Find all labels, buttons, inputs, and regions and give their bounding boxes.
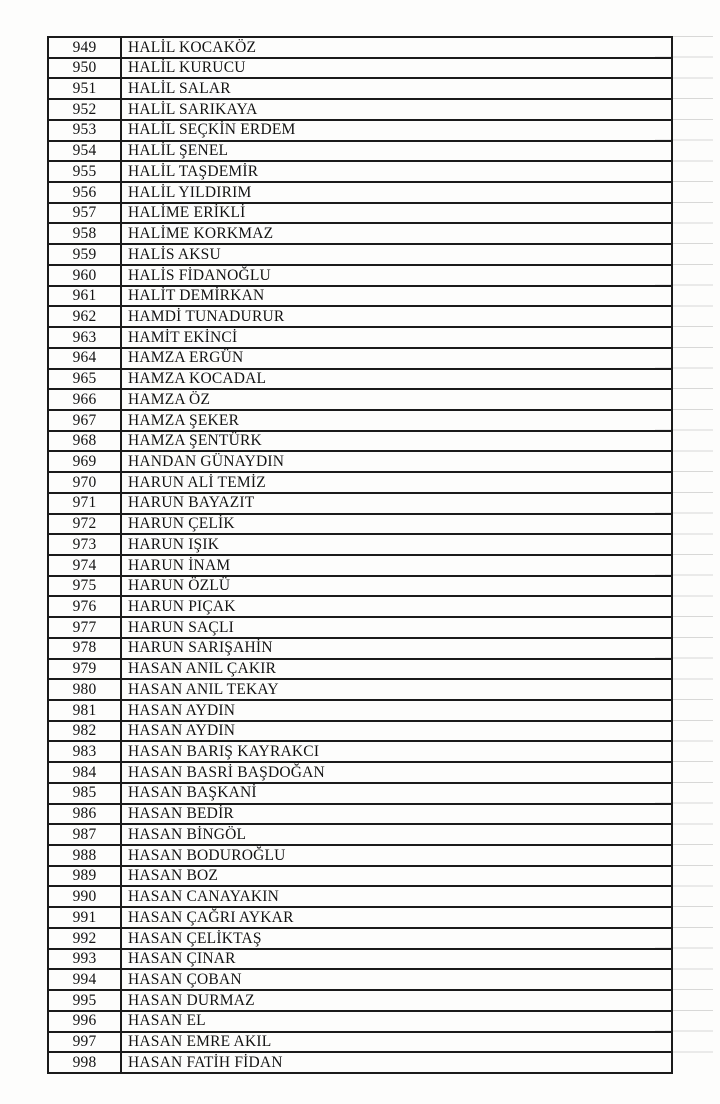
table-row	[48, 327, 672, 348]
table-row	[48, 348, 672, 369]
row-name: HARUN ALİ TEMİZ	[121, 472, 672, 493]
row-number: 967	[48, 410, 121, 431]
row-name: HARUN ÇELİK	[121, 514, 672, 535]
table-row	[48, 306, 672, 327]
row-number: 949	[48, 37, 121, 58]
row-number: 974	[48, 555, 121, 576]
table-row	[48, 410, 672, 431]
row-name: HASAN BARIŞ KAYRAKCI	[121, 741, 672, 762]
row-number: 959	[48, 244, 121, 265]
row-name: HALİME ERİKLİ	[121, 203, 672, 224]
row-number: 991	[48, 907, 121, 928]
row-name: HALİL ŞENEL	[121, 141, 672, 162]
table-row	[48, 161, 672, 182]
table-row	[48, 700, 672, 721]
table-row	[48, 99, 672, 120]
row-number: 998	[48, 1052, 121, 1073]
table-row	[48, 866, 672, 887]
row-number: 995	[48, 990, 121, 1011]
table-row	[48, 824, 672, 845]
row-number: 962	[48, 306, 121, 327]
row-name: HALİL YILDIRIM	[121, 182, 672, 203]
row-number: 972	[48, 514, 121, 535]
table-row	[48, 741, 672, 762]
table-row	[48, 1011, 672, 1032]
table-row	[48, 223, 672, 244]
row-name: HANDAN GÜNAYDIN	[121, 451, 672, 472]
row-number: 978	[48, 638, 121, 659]
row-name: HALİL KURUCU	[121, 58, 672, 79]
row-name: HASAN BAŞKANİ	[121, 783, 672, 804]
row-number: 976	[48, 596, 121, 617]
table-row	[48, 37, 672, 58]
table-row	[48, 203, 672, 224]
row-number: 987	[48, 824, 121, 845]
table-row	[48, 804, 672, 825]
row-number: 994	[48, 969, 121, 990]
table-row	[48, 679, 672, 700]
row-name: HASAN BEDİR	[121, 804, 672, 825]
row-name: HALİL SALAR	[121, 78, 672, 99]
row-name: HAMZA ŞENTÜRK	[121, 431, 672, 452]
row-name: HARUN ÖZLÜ	[121, 576, 672, 597]
row-number: 970	[48, 472, 121, 493]
roster-table-body	[48, 37, 672, 1073]
table-row	[48, 141, 672, 162]
row-name: HALİS AKSU	[121, 244, 672, 265]
row-number: 953	[48, 120, 121, 141]
table-row	[48, 928, 672, 949]
row-name: HASAN DURMAZ	[121, 990, 672, 1011]
row-name: HASAN ÇELİKTAŞ	[121, 928, 672, 949]
row-name: HASAN ÇAĞRI AYKAR	[121, 907, 672, 928]
row-name: HARUN SAÇLI	[121, 617, 672, 638]
row-number: 961	[48, 286, 121, 307]
table-row	[48, 451, 672, 472]
table-row	[48, 596, 672, 617]
row-number: 969	[48, 451, 121, 472]
row-name: HALİL SEÇKİN ERDEM	[121, 120, 672, 141]
table-row	[48, 120, 672, 141]
row-number: 966	[48, 389, 121, 410]
row-name: HAMZA ÖZ	[121, 389, 672, 410]
row-number: 981	[48, 700, 121, 721]
table-row	[48, 182, 672, 203]
table-row	[48, 907, 672, 928]
table-row	[48, 721, 672, 742]
table-row	[48, 369, 672, 390]
row-name: HASAN EL	[121, 1011, 672, 1032]
row-name: HASAN BİNGÖL	[121, 824, 672, 845]
row-number: 955	[48, 161, 121, 182]
row-number: 950	[48, 58, 121, 79]
row-name: HASAN BODUROĞLU	[121, 845, 672, 866]
row-name: HAMZA KOCADAL	[121, 369, 672, 390]
row-name: HARUN İNAM	[121, 555, 672, 576]
table-row	[48, 762, 672, 783]
row-name: HASAN BASRİ BAŞDOĞAN	[121, 762, 672, 783]
row-number: 988	[48, 845, 121, 866]
row-name: HARUN SARIŞAHİN	[121, 638, 672, 659]
row-number: 993	[48, 949, 121, 970]
row-number: 975	[48, 576, 121, 597]
table-row	[48, 990, 672, 1011]
table-row	[48, 638, 672, 659]
row-number: 956	[48, 182, 121, 203]
row-number: 951	[48, 78, 121, 99]
row-number: 990	[48, 886, 121, 907]
table-row	[48, 783, 672, 804]
row-name: HARUN PIÇAK	[121, 596, 672, 617]
row-number: 971	[48, 493, 121, 514]
row-name: HASAN AYDIN	[121, 721, 672, 742]
table-row	[48, 576, 672, 597]
table-row	[48, 265, 672, 286]
table-row	[48, 431, 672, 452]
table-row	[48, 1052, 672, 1073]
row-name: HALİT DEMİRKAN	[121, 286, 672, 307]
row-name: HASAN ÇINAR	[121, 949, 672, 970]
row-number: 957	[48, 203, 121, 224]
row-number: 977	[48, 617, 121, 638]
row-number: 963	[48, 327, 121, 348]
row-name: HAMZA ŞEKER	[121, 410, 672, 431]
table-row	[48, 845, 672, 866]
row-number: 952	[48, 99, 121, 120]
row-number: 954	[48, 141, 121, 162]
table-row	[48, 617, 672, 638]
row-name: HARUN BAYAZIT	[121, 493, 672, 514]
row-name: HASAN CANAYAKIN	[121, 886, 672, 907]
table-row	[48, 389, 672, 410]
row-name: HAMDİ TUNADURUR	[121, 306, 672, 327]
table-row	[48, 969, 672, 990]
row-number: 958	[48, 223, 121, 244]
row-number: 964	[48, 348, 121, 369]
row-name: HAMİT EKİNCİ	[121, 327, 672, 348]
row-number: 968	[48, 431, 121, 452]
row-number: 989	[48, 866, 121, 887]
row-name: HASAN ANIL ÇAKIR	[121, 659, 672, 680]
table-row	[48, 493, 672, 514]
table-row	[48, 286, 672, 307]
row-number: 984	[48, 762, 121, 783]
table-row	[48, 886, 672, 907]
row-name: HALİME KORKMAZ	[121, 223, 672, 244]
row-name: HASAN EMRE AKIL	[121, 1032, 672, 1053]
row-name: HASAN FATİH FİDAN	[121, 1052, 672, 1073]
table-row	[48, 514, 672, 535]
row-number: 960	[48, 265, 121, 286]
table-row	[48, 244, 672, 265]
row-number: 983	[48, 741, 121, 762]
row-name: HASAN BOZ	[121, 866, 672, 887]
row-name: HASAN AYDIN	[121, 700, 672, 721]
table-row	[48, 949, 672, 970]
row-name: HAMZA ERGÜN	[121, 348, 672, 369]
row-name: HASAN ÇOBAN	[121, 969, 672, 990]
row-number: 985	[48, 783, 121, 804]
table-row	[48, 58, 672, 79]
row-name: HALİL TAŞDEMİR	[121, 161, 672, 182]
row-number: 973	[48, 534, 121, 555]
table-row	[48, 472, 672, 493]
row-name: HALİL SARIKAYA	[121, 99, 672, 120]
row-number: 986	[48, 804, 121, 825]
row-number: 992	[48, 928, 121, 949]
table-row	[48, 659, 672, 680]
row-number: 979	[48, 659, 121, 680]
table-row	[48, 78, 672, 99]
row-number: 980	[48, 679, 121, 700]
table-row	[48, 1032, 672, 1053]
row-number: 965	[48, 369, 121, 390]
row-number: 996	[48, 1011, 121, 1032]
row-number: 997	[48, 1032, 121, 1053]
row-number: 982	[48, 721, 121, 742]
table-row	[48, 534, 672, 555]
row-name: HALİS FİDANOĞLU	[121, 265, 672, 286]
table-row	[48, 555, 672, 576]
row-name: HARUN IŞIK	[121, 534, 672, 555]
row-name: HASAN ANIL TEKAY	[121, 679, 672, 700]
roster-table	[47, 36, 673, 1074]
row-name: HALİL KOCAKÖZ	[121, 37, 672, 58]
